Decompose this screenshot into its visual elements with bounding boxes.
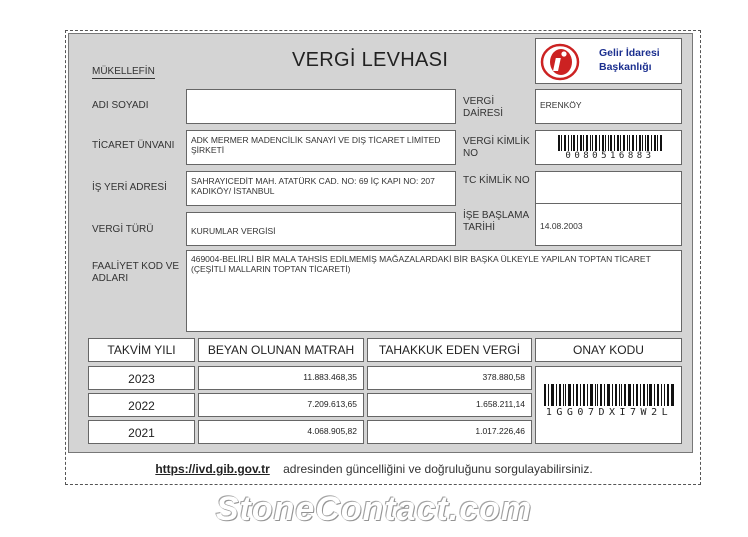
- table-row-year: 2021: [88, 420, 195, 444]
- vkn-barcode: [558, 135, 662, 151]
- gib-logo-icon: [540, 43, 580, 81]
- table-header-onay: ONAY KODU: [535, 338, 682, 362]
- table-row-vergi: 378.880,58: [367, 366, 532, 390]
- field-tc-kimlik-no: [535, 171, 682, 206]
- label-vergi-turu: VERGİ TÜRÜ: [92, 224, 154, 235]
- label-adi-soyadi: ADI SOYADI: [92, 100, 149, 111]
- onay-kodu-cell: [535, 366, 682, 444]
- table-row-matrah: 11.883.468,35: [198, 366, 364, 390]
- label-vergi-dairesi: VERGİ DAİRESİ: [463, 96, 504, 119]
- verification-link[interactable]: https://ivd.gib.gov.tr: [155, 462, 270, 476]
- vkn-barcode-text: 0080516883: [565, 151, 655, 161]
- label-ticaret-unvani: TİCARET ÜNVANI: [92, 140, 175, 151]
- onay-kodu-text: 1GG07DXI7W2L: [545, 407, 673, 418]
- label-vergi-kimlik-no: VERGİ KİMLİK NO: [463, 136, 530, 159]
- field-vergi-kimlik-no: [535, 130, 682, 165]
- field-ise-baslama: 14.08.2003: [535, 203, 682, 246]
- gib-logo: [535, 38, 682, 84]
- footer-text: adresinden güncelliğini ve doğruluğunu sorgulayabilirsiniz.: [283, 462, 593, 476]
- label-faaliyet: FAALİYET KOD VE ADLARI: [92, 261, 180, 284]
- footer-note: [0, 462, 748, 476]
- logo-line2: Başkanlığı: [599, 61, 652, 73]
- field-ticaret-unvani: ADK MERMER MADENCİLİK SANAYİ VE DIŞ TİCARET LİMİTED ŞİRKETİ: [186, 130, 456, 165]
- table-header-matrah: BEYAN OLUNAN MATRAH: [198, 338, 364, 362]
- field-is-yeri-adresi: SAHRAYICEDİT MAH. ATATÜRK CAD. NO: 69 İÇ KAPI NO: 207 KADIKÖY/ İSTANBUL: [186, 171, 456, 206]
- section-label: MÜKELLEFİN: [92, 66, 155, 77]
- field-vergi-dairesi: ERENKÖY: [535, 89, 682, 124]
- page-title: VERGİ LEVHASI: [292, 49, 449, 71]
- table-row-vergi: 1.017.226,46: [367, 420, 532, 444]
- label-is-yeri-adresi: İŞ YERİ ADRESİ: [92, 182, 167, 193]
- table-header-year: TAKVİM YILI: [88, 338, 195, 362]
- field-vergi-turu: KURUMLAR VERGİSİ: [186, 212, 456, 246]
- table-row-year: 2022: [88, 393, 195, 417]
- table-header-vergi: TAHAKKUK EDEN VERGİ: [367, 338, 532, 362]
- watermark: StoneContact.com: [215, 490, 533, 528]
- field-faaliyet: 469004-BELİRLİ BİR MALA TAHSİS EDİLMEMİŞ MAĞAZALARDAKİ BİR BAŞKA ÜLKEYLE YAPILAN TOPTAN TİCARET (ÇEŞİTLİ MALLARIN TOPTAN TİCARETİ): [186, 250, 682, 332]
- logo-line1: Gelir İdaresi: [599, 47, 660, 59]
- table-row-matrah: 4.068.905,82: [198, 420, 364, 444]
- field-adi-soyadi: [186, 89, 456, 124]
- label-tc-kimlik-no: TC KİMLİK NO: [463, 175, 530, 186]
- onay-kodu-barcode: [544, 384, 674, 406]
- table-row-vergi: 1.658.211,14: [367, 393, 532, 417]
- table-row-matrah: 7.209.613,65: [198, 393, 364, 417]
- label-ise-baslama: İŞE BAŞLAMA TARİHİ: [463, 210, 529, 233]
- table-row-year: 2023: [88, 366, 195, 390]
